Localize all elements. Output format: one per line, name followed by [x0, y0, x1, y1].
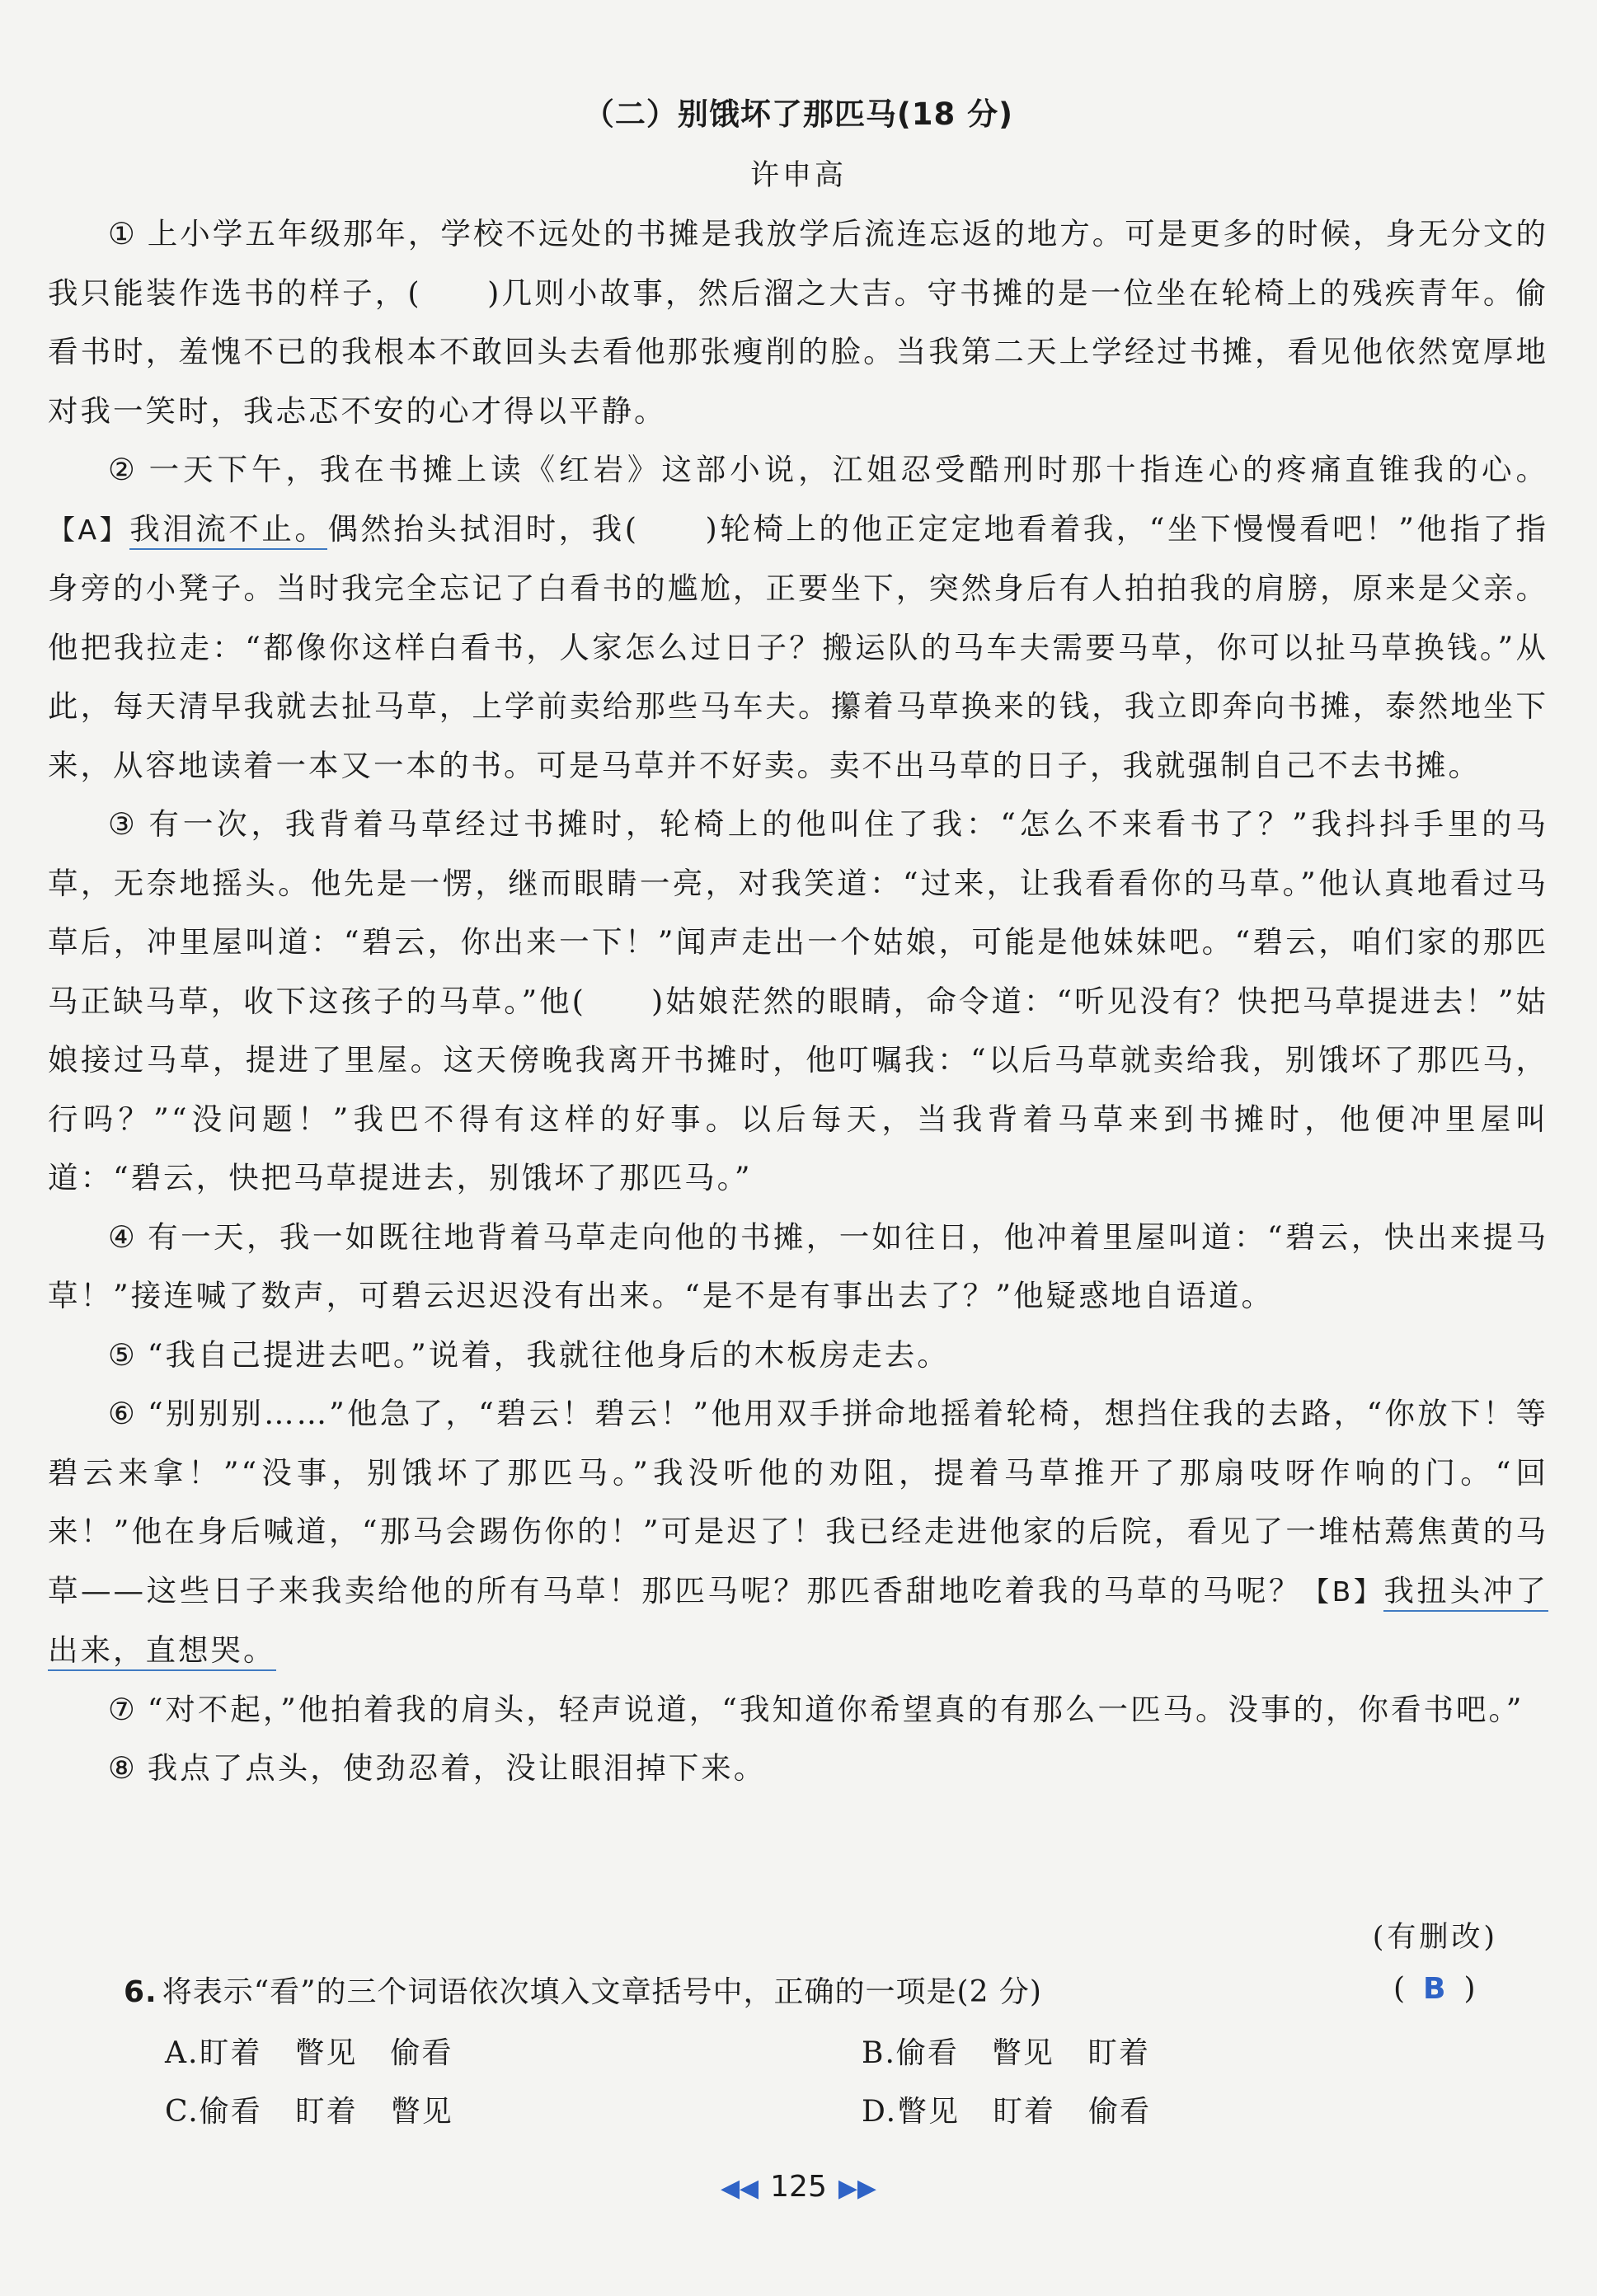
- paragraph-1: [48, 204, 1548, 440]
- option-word: 瞥见: [897, 2095, 961, 2129]
- option-c: [165, 2088, 453, 2130]
- paragraph-number: ⑧: [108, 1750, 138, 1786]
- paragraph-number: ②: [108, 452, 139, 487]
- paragraph-number: ①: [108, 216, 138, 251]
- option-label: A.: [165, 2036, 200, 2070]
- option-d: [862, 2088, 1151, 2130]
- passage-title: （二）别饿坏了那匹马(18 分): [583, 96, 1014, 132]
- paragraph-number: ⑦: [108, 1691, 138, 1727]
- option-b: [862, 2030, 1150, 2072]
- paragraph-text: 有一天，我一如既往地背着马草走向他的书摊，一如往日，他冲着里屋叫道：“碧云，快出来提马草！”接连喊了数声，可碧云迟迟没有出来。“是不是有事出去了？”他疑惑地自语道。: [48, 1218, 1548, 1313]
- option-word: 盯着: [294, 2095, 358, 2129]
- paragraph-text: 我点了点头，使劲忍着，没让眼泪掉下来。: [147, 1750, 767, 1786]
- paragraph-3: [48, 795, 1548, 1208]
- answer-box: ( B ): [1393, 1972, 1476, 2006]
- option-word: 盯着: [199, 2036, 262, 2070]
- next-arrows-icon: ▶▶: [838, 2174, 877, 2203]
- question-stem: 将表示“看”的三个词语依次填入文章括号中，正确的一项是(2 分): [162, 1975, 1042, 2009]
- option-label: C.: [165, 2095, 200, 2129]
- paragraph-5: [48, 1326, 1548, 1385]
- page-footer: [0, 2170, 1597, 2204]
- option-word: 偷看: [199, 2095, 262, 2129]
- paragraph-text: “我自己提进去吧。”说着，我就往他身后的木板房走去。: [147, 1336, 950, 1373]
- prev-arrows-icon: ◀◀: [720, 2174, 759, 2203]
- passage-body: [48, 204, 1548, 1798]
- paragraph-text: “对不起，”他拍着我的肩头，轻声说道，“我知道你希望真的有那么一匹马。没事的，你看书吧。”: [147, 1691, 1524, 1727]
- underlined-sentence-a: 我泪流不止。: [129, 511, 327, 550]
- paragraph-7: [48, 1680, 1548, 1740]
- option-word: 瞥见: [390, 2095, 453, 2129]
- option-word: 盯着: [1087, 2036, 1150, 2070]
- marker-a: 【A】: [48, 513, 130, 546]
- option-word: 偷看: [895, 2036, 959, 2070]
- paragraph-number: ③: [108, 806, 139, 842]
- option-word: 偷看: [1088, 2095, 1152, 2129]
- paragraph-number: ④: [108, 1218, 139, 1255]
- underlined-sentence-b: 我扭头冲了出来，直想哭。: [48, 1573, 1548, 1672]
- paragraph-text: “别别别……”他急了，“碧云！碧云！”他用双手拼命地摇着轮椅，想挡住我的去路，“你放下！等碧云来拿！”“没事，别饿坏了那匹马。”我没听他的劝阻，提着马草推开了那扇吱呀作响的门。“回来！”他在身后喊道，“那马会踢伤你的！”可是迟了！我已经走进他家的后院，看见了一堆枯蔫焦黄的马草——这些日子来我卖给他的所有马草！那匹马呢？那匹香甜地吃着我的马草的马呢？: [48, 1396, 1548, 1608]
- paragraph-text: 上小学五年级那年，学校不远处的书摊是我放学后流连忘返的地方。可是更多的时候，身无分文的我只能装作选书的样子，( )几则小故事，然后溜之大吉。守书摊的是一位坐在轮椅上的残疾青年。偷看书时，羞愧不已的我根本不敢回头去看他那张瘦削的脸。当我第二天上学经过书摊，看见他依然宽厚地对我一笑时，我忐忑不安的心才得以平静。: [48, 216, 1548, 429]
- paragraph-text: 有一次，我背着马草经过书摊时，轮椅上的他叫住了我：“怎么不来看书了？”我抖抖手里的马草，无奈地摇头。他先是一愣，继而眼睛一亮，对我笑道：“过来，让我看看你的马草。”他认真地看过马草后，冲里屋叫道：“碧云，你出来一下！”闻声走出一个姑娘，可能是他妹妹吧。“碧云，咱们家的那匹马正缺马草，收下这孩子的马草。”他( )姑娘茫然的眼睛，命令道：“听见没有？快把马草提进去！”姑娘接过马草，提进了里屋。这天傍晚我离开书摊时，他叮嘱我：“以后马草就卖给我，别饿坏了那匹马，行吗？”“没问题！”我巴不得有这样的好事。以后每天，当我背着马草来到书摊时，他便冲里屋叫道：“碧云，快把马草提进去，别饿坏了那匹马。”: [48, 806, 1548, 1195]
- source-note: (有删改): [1372, 1921, 1498, 1954]
- paragraph-text: 一天下午，我在书摊上读《红岩》这部小说，江姐忍受酷刑时那十指连心的疼痛直锥我的心。: [148, 452, 1548, 487]
- question-number: 6.: [124, 1975, 157, 2009]
- question-6: [124, 1969, 1509, 2011]
- paragraph-8: [48, 1739, 1548, 1798]
- option-label: B.: [862, 2036, 896, 2070]
- paragraph-4: [48, 1208, 1548, 1326]
- option-label: D.: [862, 2095, 898, 2129]
- page-number: 125: [770, 2170, 827, 2204]
- option-word: 瞥见: [991, 2036, 1054, 2070]
- option-word: 盯着: [993, 2095, 1056, 2129]
- paragraph-6: [48, 1384, 1548, 1680]
- option-a: [165, 2030, 453, 2072]
- paragraph-text: 偶然抬头拭泪时，我( )轮椅上的他正定定地看着我，“坐下慢慢看吧！”他指了指身旁的小凳子。当时我完全忘记了白看书的尴尬，正要坐下，突然身后有人拍拍我的肩膀，原来是父亲。他把我拉走：“都像你这样白看书，人家怎么过日子？搬运队的马车夫需要马草，你可以扯马草换钱。”从此，每天清早我就去扯马草，上学前卖给那些马车夫。攥着马草换来的钱，我立即奔向书摊，泰然地坐下来，从容地读着一本又一本的书。可是马草并不好卖。卖不出马草的日子，我就强制自己不去书摊。: [48, 510, 1549, 783]
- paragraph-number: ⑤: [108, 1336, 138, 1373]
- option-word: 瞥见: [294, 2036, 358, 2070]
- paragraph-number: ⑥: [108, 1396, 138, 1431]
- author-name: 许申高: [749, 159, 847, 192]
- marker-b: 【B】: [1302, 1575, 1384, 1608]
- answer-value: B: [1423, 1972, 1446, 2006]
- option-word: 偷看: [390, 2036, 453, 2070]
- paragraph-2: [48, 440, 1548, 795]
